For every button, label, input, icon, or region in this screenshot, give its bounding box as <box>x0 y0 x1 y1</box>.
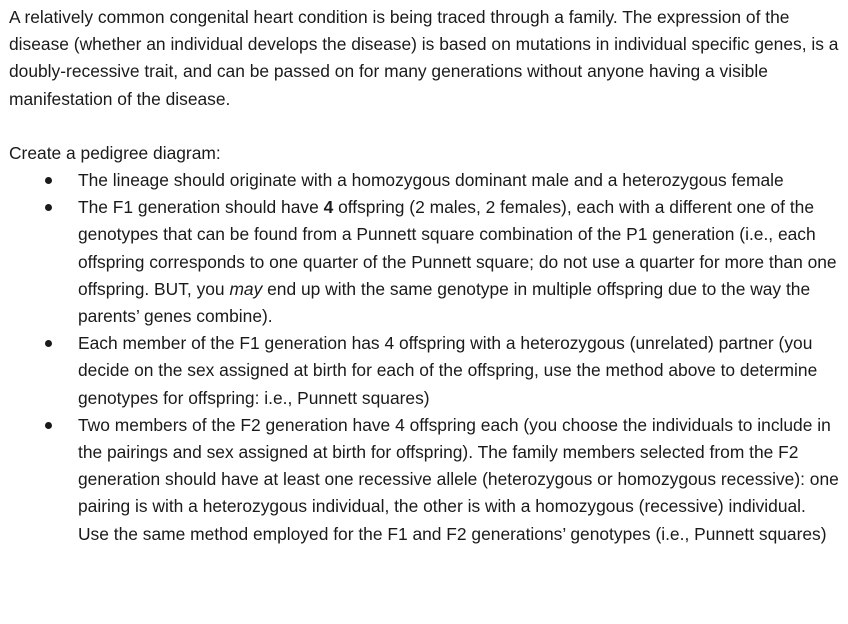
list-item <box>9 194 839 330</box>
list-item <box>9 330 839 412</box>
list-item-text: Two members of the F2 generation have 4 offspring each (you choose the individuals to include in the pairings and sex assigned at birth for offspring). The family members selected from the F2 generation should have at least one recessive allele (heterozygous or homozygous recessive): one pairing is with a heterozygous individual, the other is with a homozygous (recessive) individual. Use the same method employed for the F1 and F2 generations’ genotypes (i.e., Punnett squares) <box>78 414 839 544</box>
list-item-text: Each member of the F1 generation has 4 offspring with a heterozygous (unrelated) partner (you decide on the sex assigned at birth for each of the offspring, use the method above to determine genotypes for offspring: i.e., Punnett squares) <box>78 333 818 408</box>
requirements-list <box>9 167 839 548</box>
bullet-icon <box>45 340 52 347</box>
bullet-icon <box>45 422 52 429</box>
bullet-icon <box>45 177 52 184</box>
list-item <box>9 167 839 194</box>
intro-paragraph: A relatively common congenital heart condition is being traced through a family. The expression of the disease (whether an individual develops the disease) is based on mutations in individual specific genes, is a doubly-recessive trait, and can be passed on for many generations without anyone having a visible manifestation of the disease. <box>9 7 839 109</box>
list-item <box>9 412 839 548</box>
paragraph-spacer <box>9 113 839 140</box>
bullet-icon <box>45 204 52 211</box>
list-item-text-middle: offspring (2 males, 2 females), each with a different one of the genotypes that can be found from a Punnett square combination of the P1 generation (i.e., each offspring corresponds to one quarter of the Punnett square; do not use a quarter for more than one offspring. BUT, you <box>78 197 837 299</box>
offspring-count: 4 <box>323 197 334 218</box>
list-item-text: The lineage should originate with a homozygous dominant male and a heterozygous female <box>78 170 784 191</box>
document-body <box>9 4 839 548</box>
list-item-text-start: The F1 generation should have <box>78 197 324 218</box>
instruction-heading: Create a pedigree diagram: <box>9 142 221 163</box>
emphasis-word: may <box>229 278 263 299</box>
list-item-text-end: end up with the same genotype in multiple offspring due to the way the parents’ genes combine). <box>78 278 811 327</box>
